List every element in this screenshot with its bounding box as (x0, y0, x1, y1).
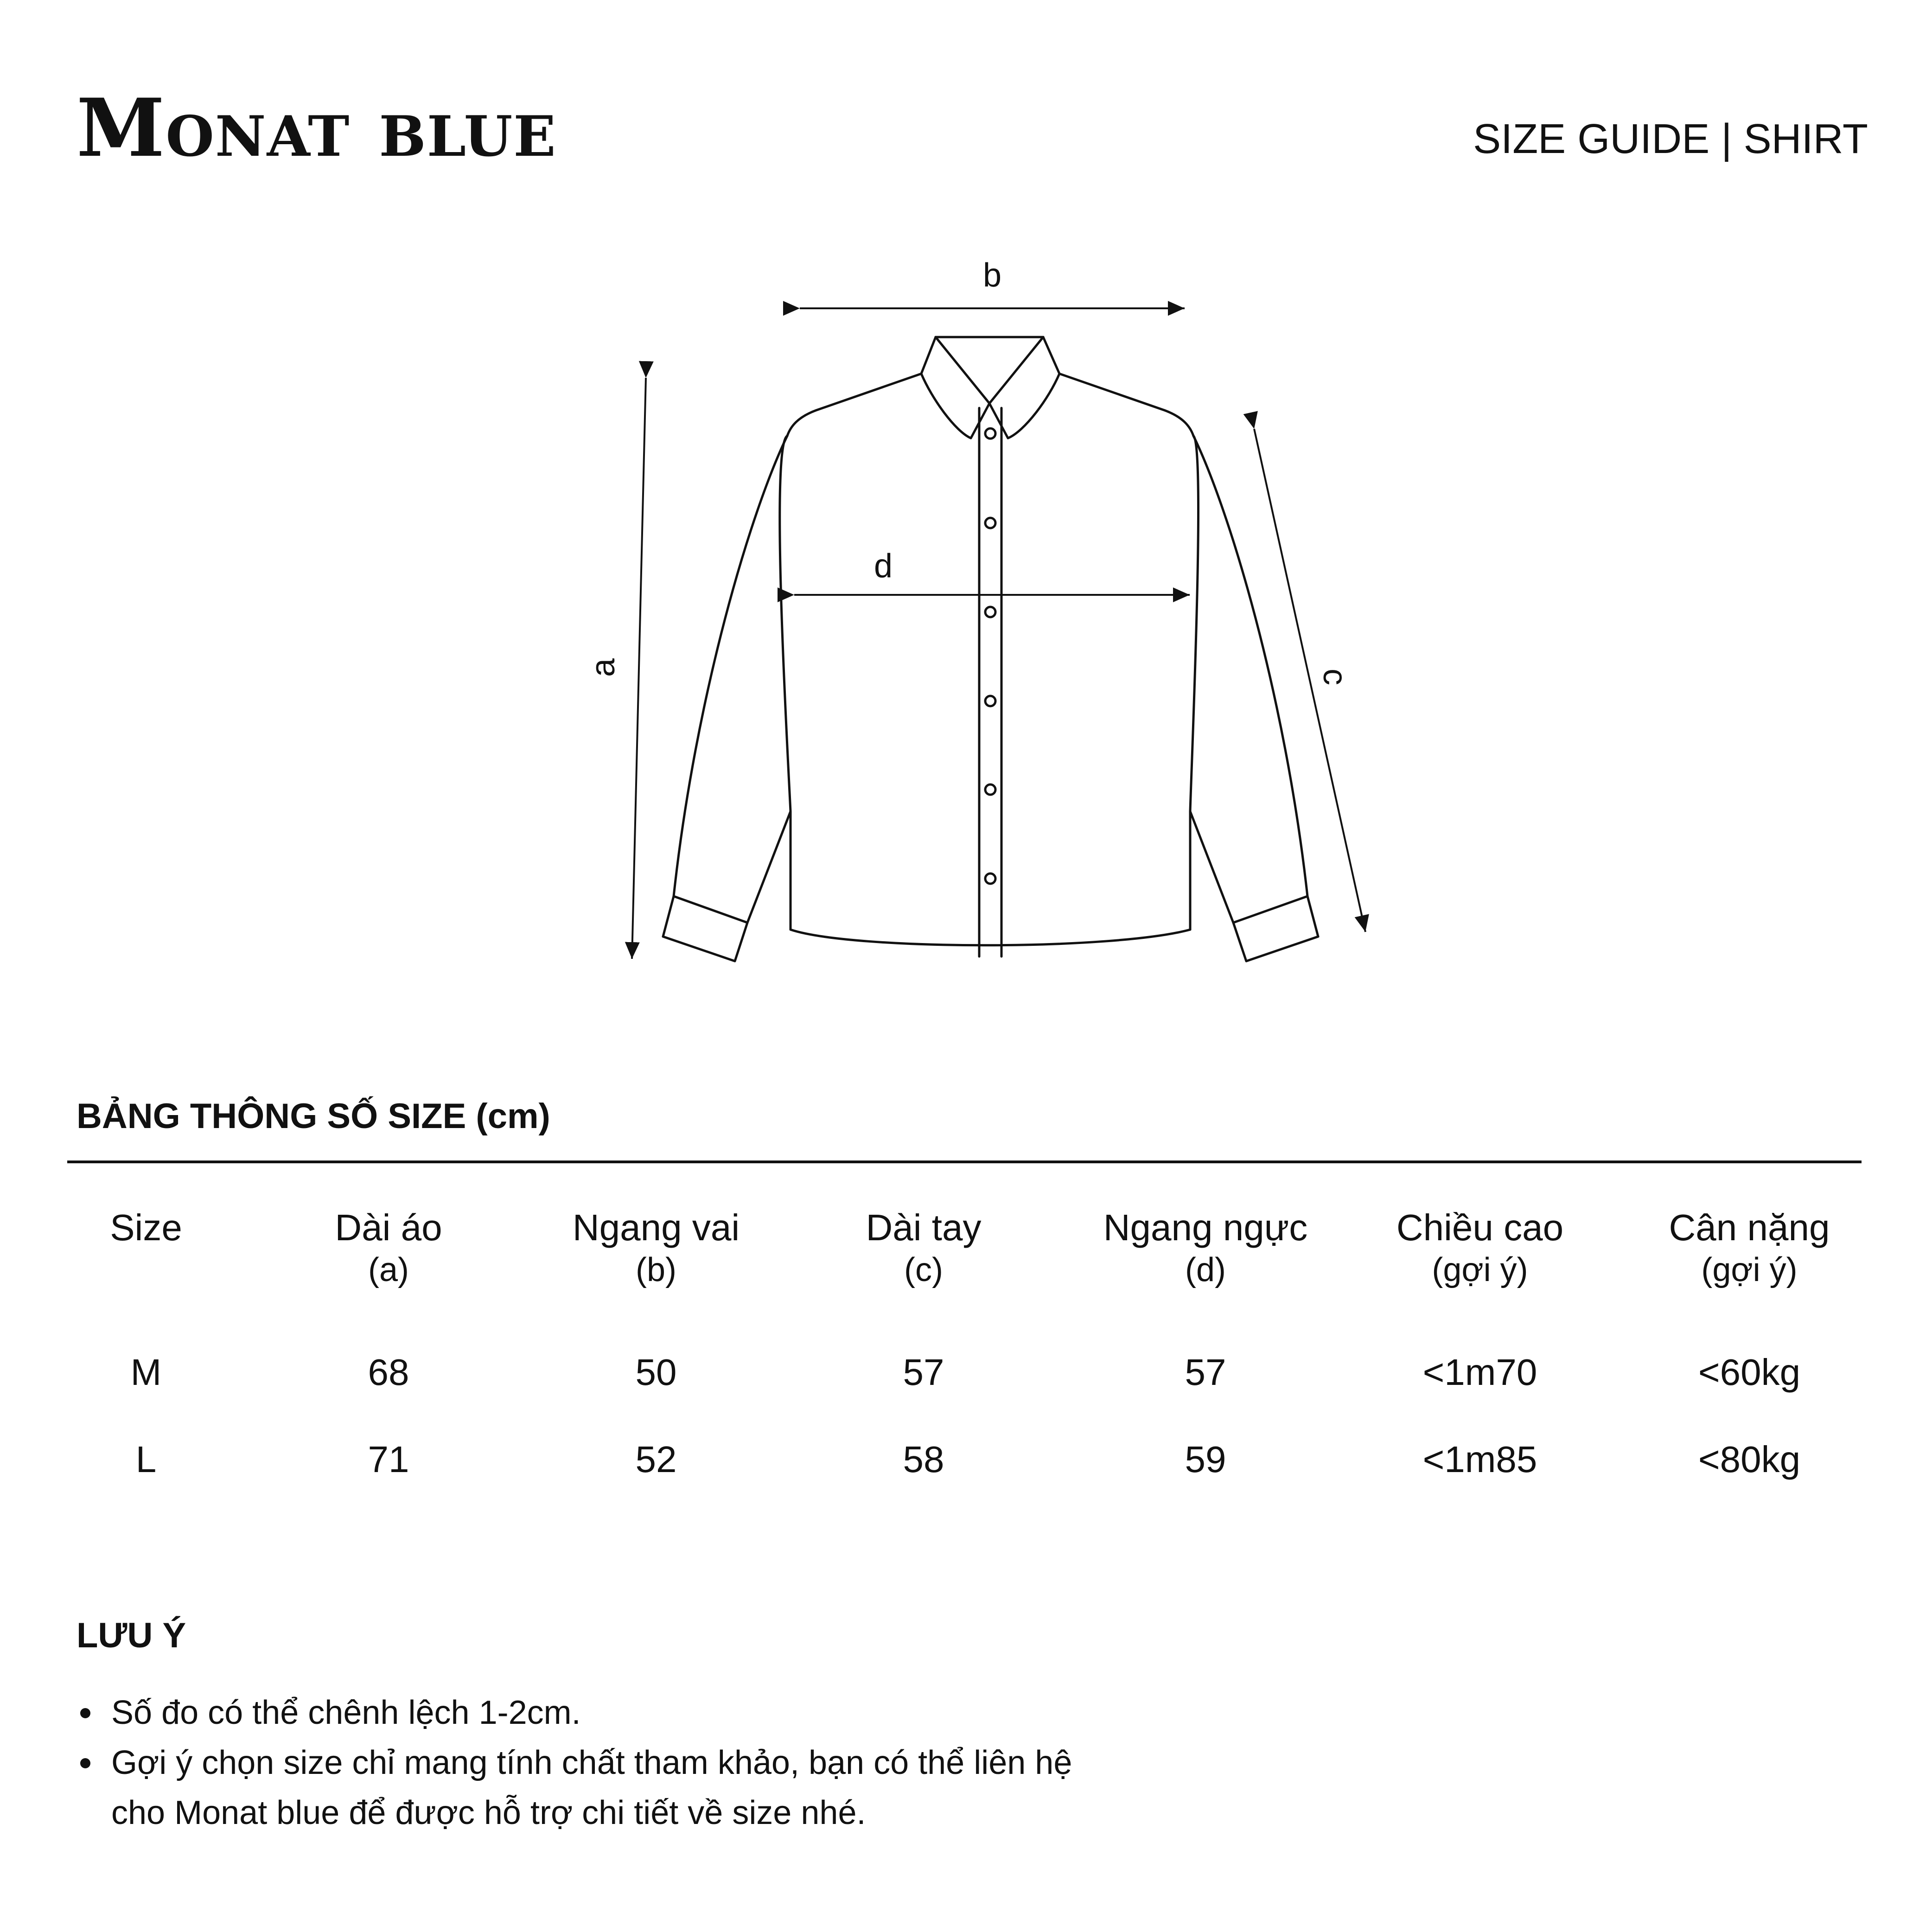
cell-chest: 57 (1185, 1352, 1226, 1393)
table-row (67, 1437, 1862, 1488)
notes-list (77, 1688, 1097, 1838)
note-text: Gợi ý chọn size chỉ mang tính chất tham khảo, bạn có thể liên hệ cho Monat blue để được hỗ trợ chi tiết về size nhé. (111, 1744, 1072, 1831)
bullet-icon (80, 1758, 90, 1768)
column-header-length: Dài áo (a) (335, 1207, 442, 1288)
buttons (985, 428, 995, 884)
button (985, 518, 995, 528)
cell-height: <1m70 (1422, 1352, 1537, 1393)
size-table-title: BẢNG THÔNG SỐ SIZE (cm) (77, 1097, 550, 1136)
button (985, 428, 995, 439)
cell-size: L (135, 1439, 157, 1480)
cell-shoulder: 52 (635, 1439, 677, 1480)
cell-weight: <60kg (1698, 1352, 1801, 1393)
cell-length: 68 (368, 1352, 409, 1393)
button (985, 874, 995, 884)
table-header-row (67, 1205, 1862, 1288)
brand-logo: Monat blue (77, 81, 557, 175)
cell-size: M (130, 1352, 162, 1393)
column-header-size: Size (110, 1207, 182, 1248)
collar-inner (936, 337, 1043, 403)
list-item (77, 1738, 1097, 1838)
right-sleeve (1059, 374, 1307, 923)
right-cuff (1233, 896, 1318, 961)
column-header-shoulder: Ngang vai (b) (572, 1207, 740, 1288)
label-d: d (874, 548, 893, 585)
dimension-lines (632, 308, 1365, 959)
column-header-sleeve: Dài tay (c) (866, 1207, 982, 1288)
button (985, 607, 995, 617)
notes-title: LƯU Ý (77, 1616, 186, 1655)
cell-sleeve: 58 (903, 1439, 944, 1480)
label-b: b (982, 257, 1002, 294)
dimension-a-line (632, 378, 646, 959)
list-item (77, 1688, 1097, 1738)
shirt-body (780, 436, 1199, 945)
button (985, 696, 995, 706)
divider (67, 1160, 1862, 1163)
column-header-weight: Cân nặng (gợi ý) (1669, 1207, 1830, 1288)
button (985, 784, 995, 795)
column-header-chest: Ngang ngực (d) (1103, 1207, 1308, 1288)
bullet-icon (80, 1708, 90, 1718)
label-a: a (585, 658, 622, 677)
left-sleeve (674, 374, 921, 923)
cell-chest: 59 (1185, 1439, 1226, 1480)
label-c: c (1316, 669, 1353, 685)
note-text: Số đo có thể chênh lệch 1-2cm. (111, 1694, 581, 1731)
left-cuff (663, 896, 747, 961)
cell-sleeve: 57 (903, 1352, 944, 1393)
cell-length: 71 (368, 1439, 409, 1480)
cell-shoulder: 50 (635, 1352, 677, 1393)
column-header-height: Chiều cao (gợi ý) (1396, 1207, 1564, 1288)
collar (921, 337, 1059, 438)
table-row (67, 1350, 1862, 1401)
cell-weight: <80kg (1698, 1439, 1801, 1480)
cell-height: <1m85 (1422, 1439, 1537, 1480)
page-title: SIZE GUIDE | SHIRT (1473, 116, 1868, 162)
